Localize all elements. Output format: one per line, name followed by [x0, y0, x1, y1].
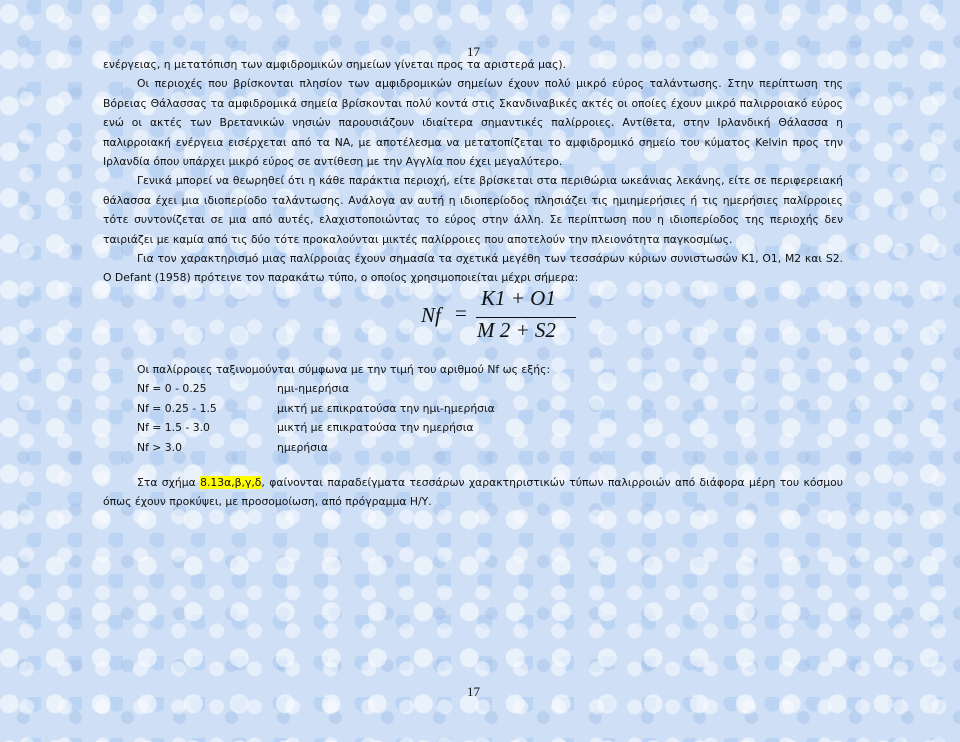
paragraph-3: Για τον χαρακτηρισμό μιας παλίρροιας έχουν σημασία τα σχετικά μεγέθη των τεσσάρων κύριων συνιστωσών K1, O1, M2 και S2. O Defant (1958) πρότεινε τον παρακάτω τύπο, ο οποίος χρησιμοποιείται μέχρι σήμερα: [103, 252, 843, 285]
page-number-bottom: 17 [467, 684, 480, 699]
paragraph-0: ενέργειας, η μετατόπιση των αμφιδρομικών σημείων γίνεται προς τα αριστερά μας). [103, 58, 567, 71]
tide-type: ημι-ημερήσια [277, 382, 350, 396]
paragraph-2: Γενικά μπορεί να θεωρηθεί ότι η κάθε παράκτια περιοχή, είτε βρίσκεται στα περιθώρια ωκεάνιας λεκάνης, είτε σε περιφερειακή θάλασσα έχει μια ιδιοπερίοδο ταλάντωσης. Ανάλογα αν αυτή η ιδιοπερίοδος πλησιάζει τις ημιημερήσιες ή τις ημερήσιες παλίρροιες τότε συντονίζεται σε μια από αυτές, ελαχιστοποιώντας το εύρος στην άλλη. Σε περίπτωση που η ιδιοπερίοδος της περιοχής δεν ταιριάζει με καμία από τις δύο τότε προκαλούνται μικτές παλίρροιες που αποτελούν την πλειονότητα παγκοσμίως. [103, 174, 843, 246]
nf-range: Nf = 0.25 - 1.5 [137, 401, 217, 415]
classification-row [137, 438, 843, 457]
classification-row [137, 379, 843, 398]
classification-intro: Οι παλίρροιες ταξινομούνται σύμφωνα με την τιμή του αριθμού Nf ως εξής: [137, 362, 551, 376]
document-body [103, 55, 843, 512]
figure-ref-before: Στα σχήμα [137, 475, 201, 489]
nf-range: Nf > 3.0 [137, 440, 182, 454]
formula-lhs: Nf [421, 302, 441, 327]
classification-list [103, 379, 843, 457]
figure-reference-paragraph [103, 473, 843, 512]
classification-row [137, 418, 843, 437]
figure-ref-highlight: 8.13α,β,γ,δ [200, 475, 262, 489]
tide-type: μικτή με επικρατούσα την ημερήσια [277, 421, 474, 435]
formula-equals: = [455, 300, 467, 325]
tide-type: μικτή με επικρατούσα την ημι-ημερήσια [277, 401, 495, 415]
formula-numerator: K1 + O1 [481, 285, 556, 310]
classification-row [137, 399, 843, 418]
nf-formula [103, 285, 843, 354]
formula-denominator: M 2 + S2 [477, 317, 556, 342]
page-number-top: 17 [467, 44, 480, 59]
nf-range: Nf = 1.5 - 3.0 [137, 421, 210, 435]
paragraph-1: Οι περιοχές που βρίσκονται πλησίον των αμφιδρομικών σημείων έχουν πολύ μικρό εύρος ταλάντωσης. Στην περίπτωση της Βόρειας Θάλασσας τα αμφιδρομικά σημεία βρίσκονται πολύ κοντά στις Σκανδιναβικές ακτές οι οποίες έχουν μικρό παλιρροιακό εύρος ενώ οι ακτές των Βρετανικών νησιών παρουσιάζουν ιδιαίτερα σημαντικές παλίρροιες. Αντίθετα, στην Ιρλανδική Θάλασσα η παλιρροιακή ενέργεια εισέρχεται από τα ΝΑ, με αποτέλεσμα να μετατοπίζεται το αμφιδρομικό σημείο του κύματος Kelvin προς την Ιρλανδία όπου υπάρχει μικρό εύρος σε αντίθεση με την Αγγλία που έχει μεγαλύτερο. [103, 77, 843, 169]
figure-ref-after: , φαίνονται παραδείγματα τεσσάρων χαρακτηριστικών τύπων παλιρροιών από διάφορα μέρη του κόσμου όπως έχουν προκύψει, με προσομοίωση, από πρόγραμμα Η/Υ. [103, 475, 843, 509]
nf-range: Nf = 0 - 0.25 [137, 382, 207, 396]
tide-type: ημερήσια [277, 440, 328, 454]
